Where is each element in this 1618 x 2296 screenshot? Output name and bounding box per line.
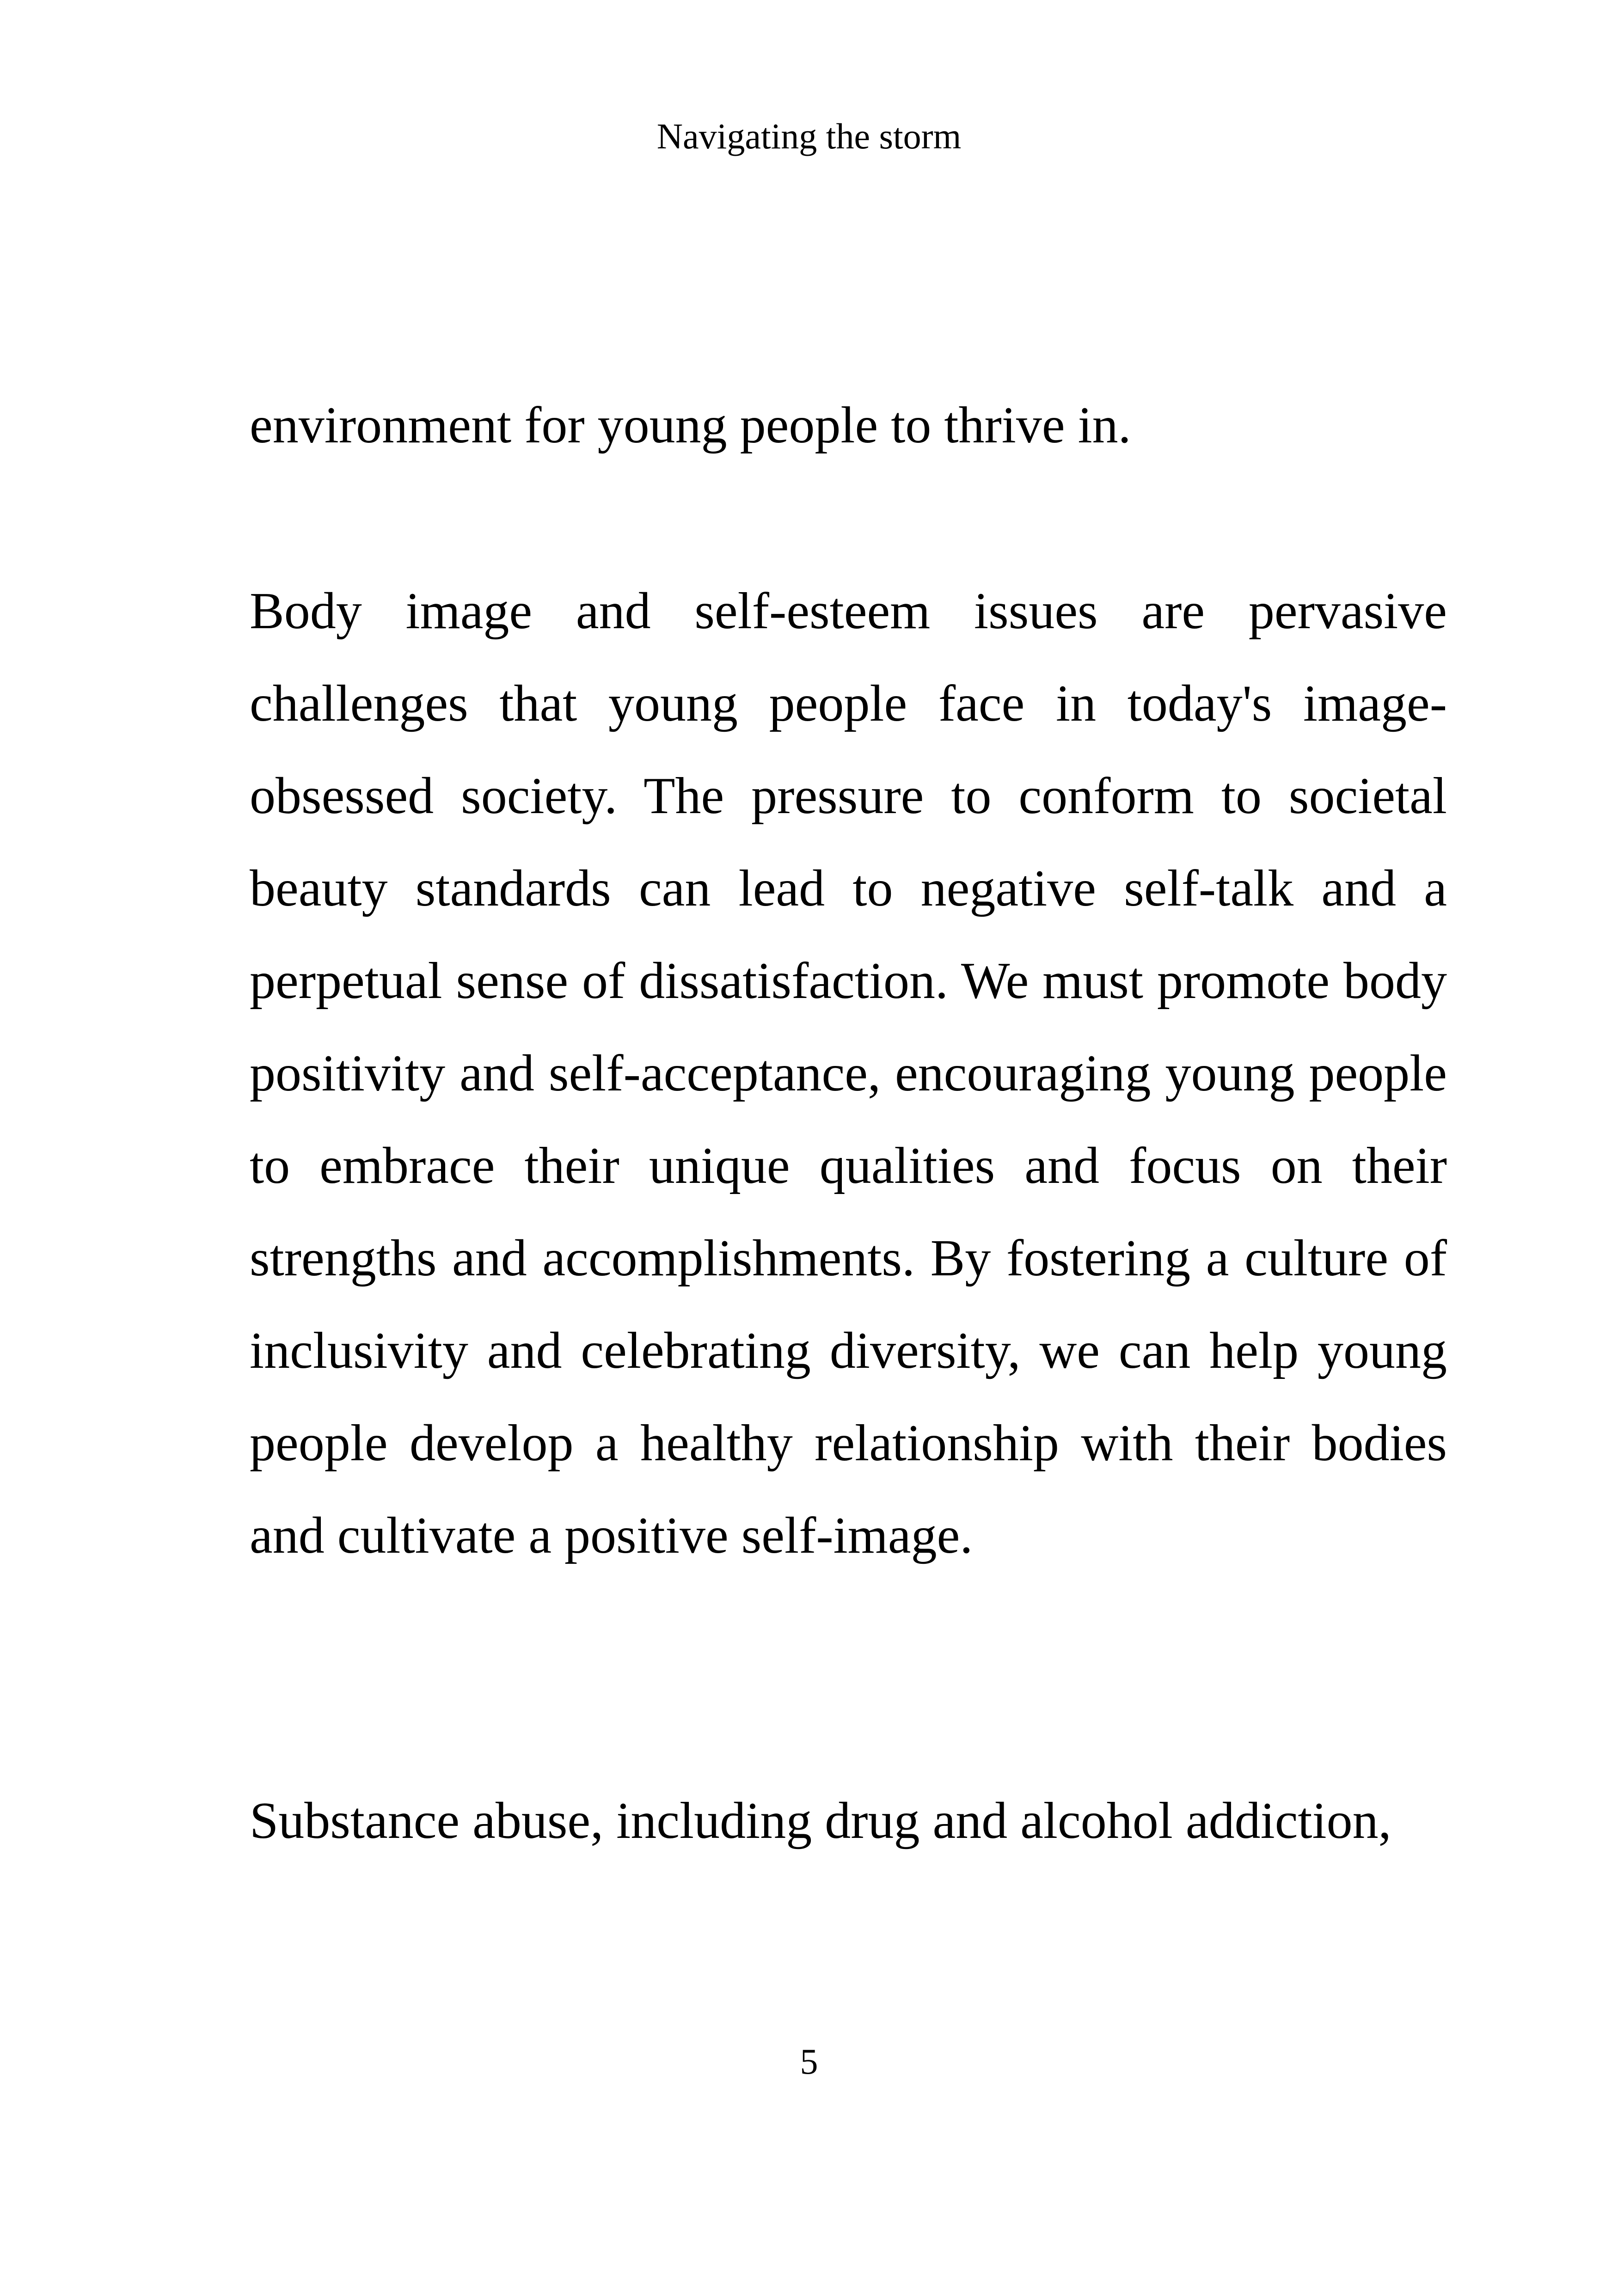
paragraph-body-image: Body image and self-esteem issues are pervasive challenges that young people face in today's image-obsessed society. The pressure to conform to societal beauty standards can lead to negative self-talk and a perpetual sense of dissatisfaction. We must promote body positivity and self-acceptance, encouraging young people to embrace their unique qualities and focus on their strengths and accomplishments. By fostering a culture of inclusivity and celebrating diversity, we can help young people develop a healthy relationship with their bodies and cultivate a positive self-image. xyxy=(250,582,1447,1564)
page-number: 5 xyxy=(800,2041,818,2082)
paragraph-substance-abuse: Substance abuse, including drug and alcohol addiction, xyxy=(250,1792,1391,1849)
paragraph-continuation: environment for young people to thrive in. xyxy=(250,397,1131,454)
running-header: Navigating the storm xyxy=(656,116,962,156)
